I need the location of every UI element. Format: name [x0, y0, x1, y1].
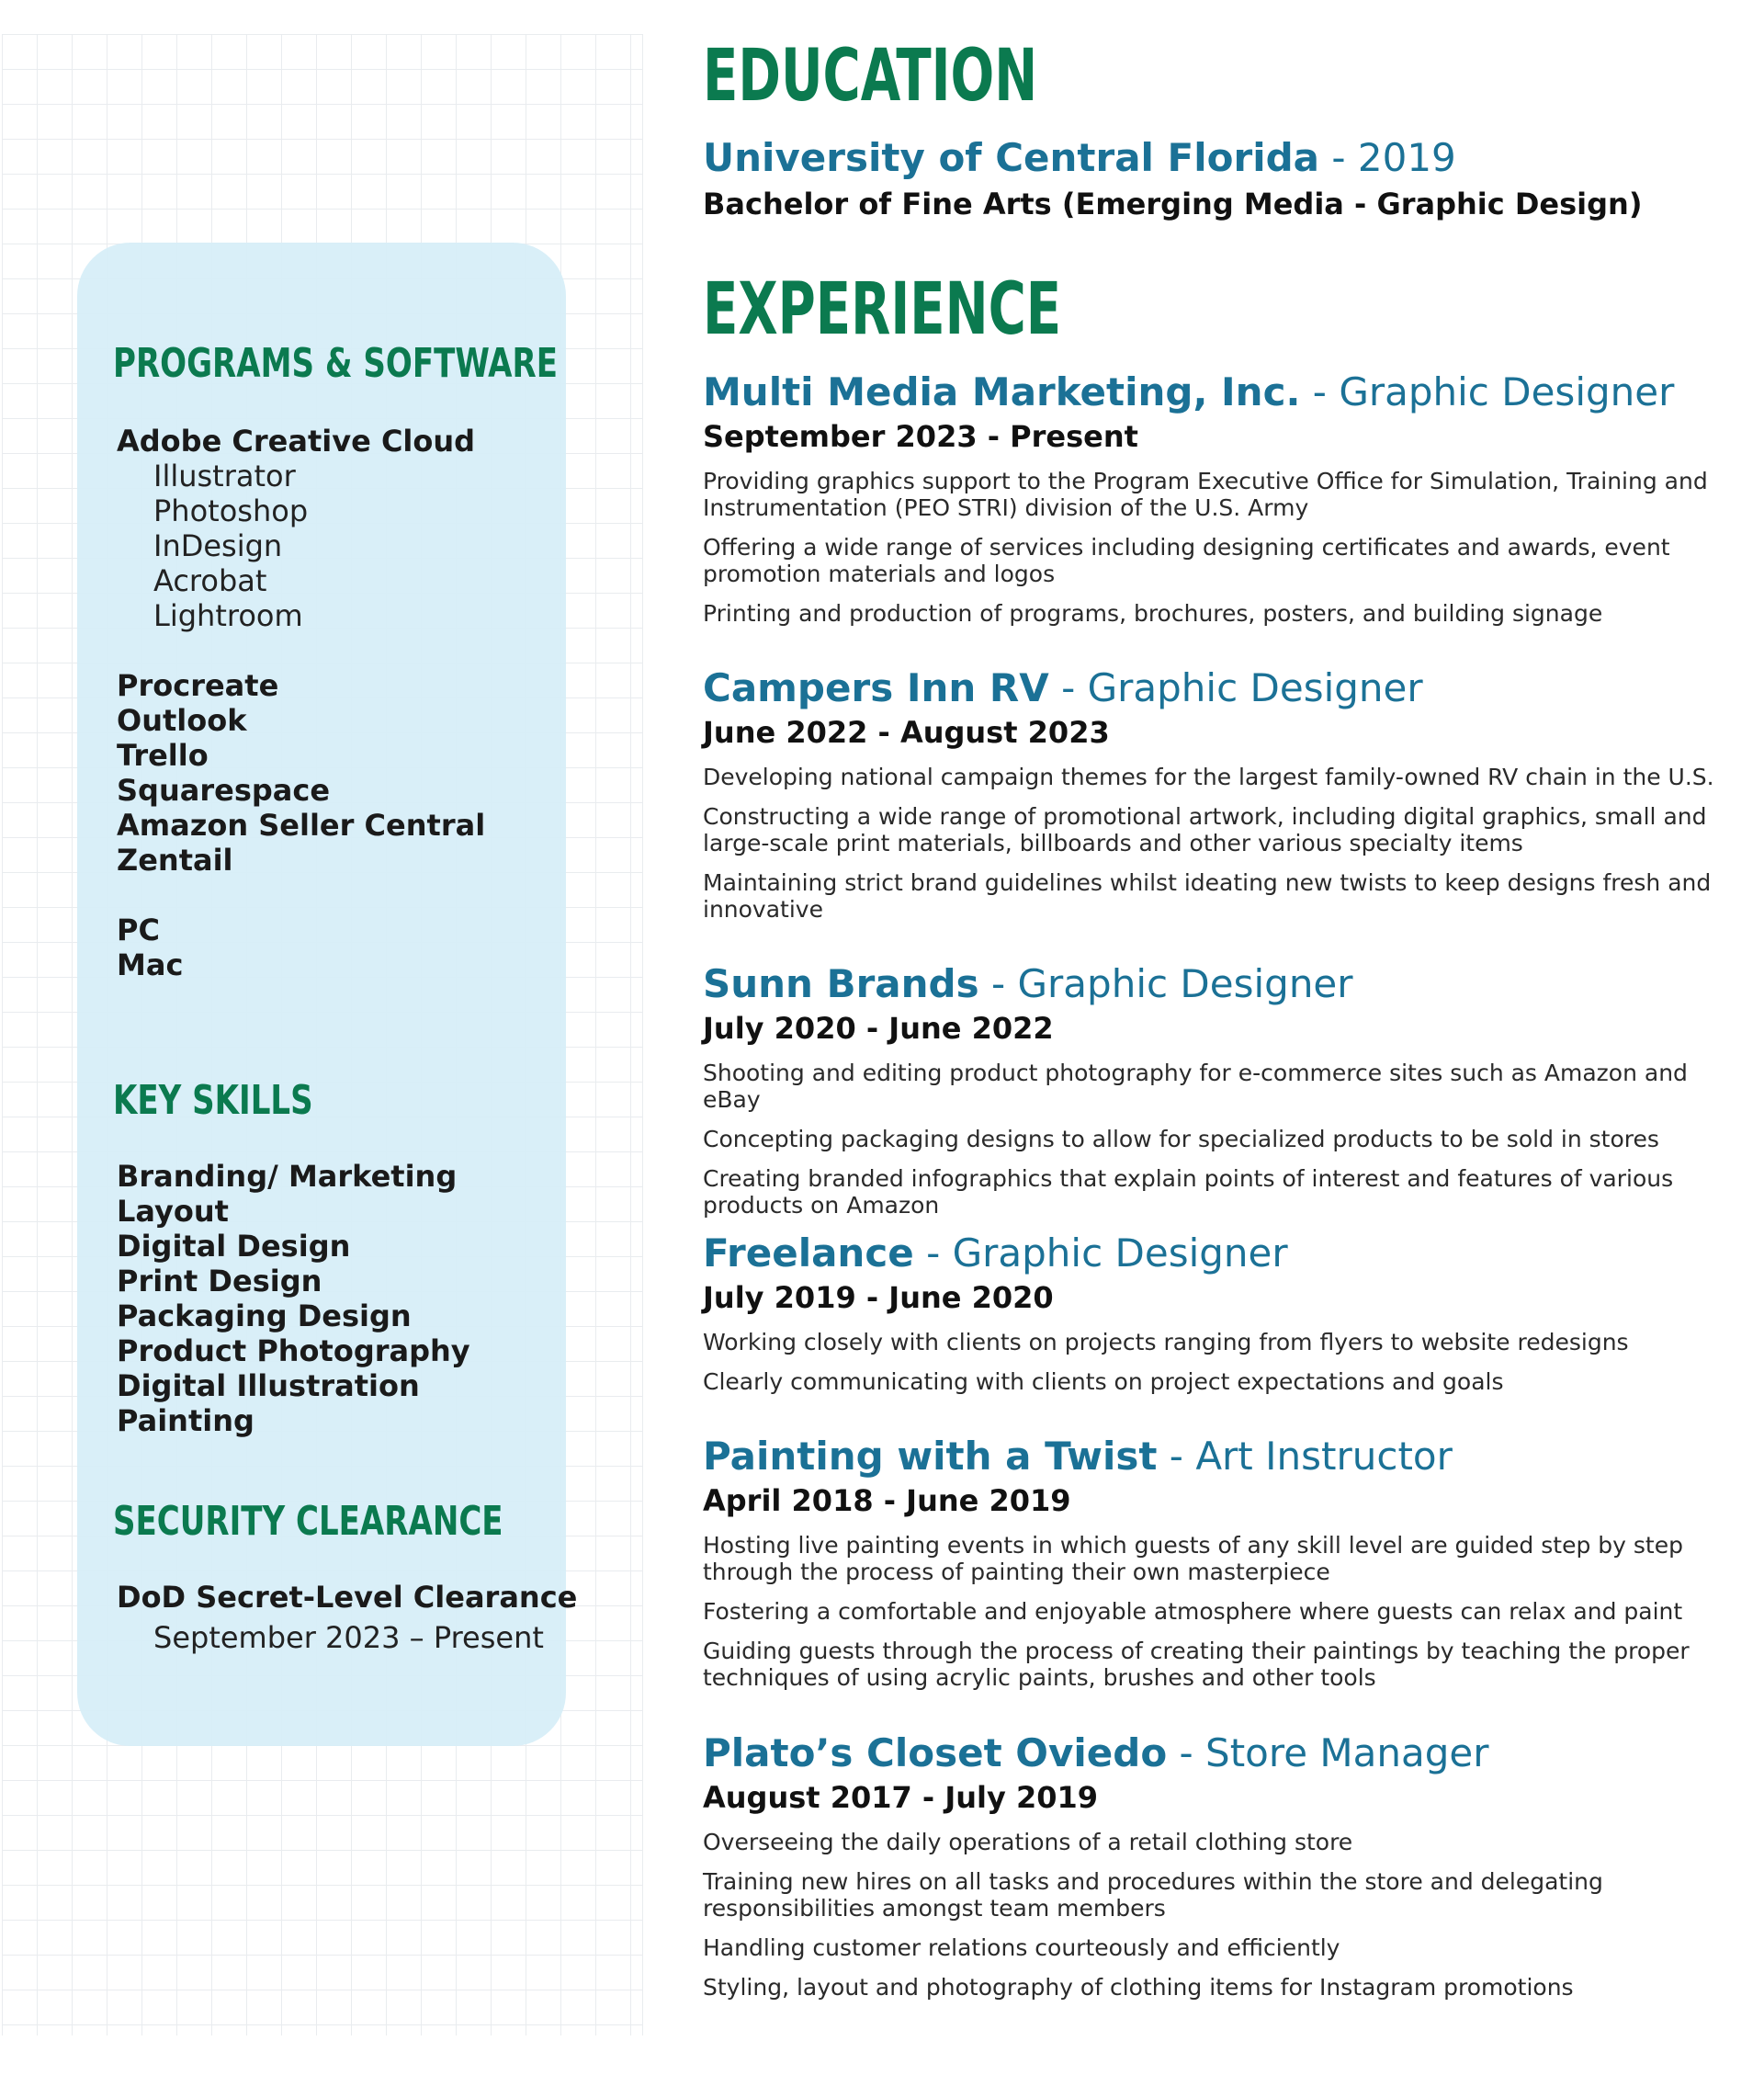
skill-item: Painting — [117, 1403, 254, 1438]
duty-item: Maintaining strict brand guidelines whilst ideating new twists to keep designs fresh and innovative — [703, 869, 1712, 923]
job-role: Graphic Designer — [1017, 961, 1353, 1006]
company-name: Sunn Brands — [703, 961, 979, 1006]
job-role: Graphic Designer — [1087, 665, 1423, 710]
duty-item: Developing national campaign themes for the largest family-owned RV chain in the U.S. — [703, 764, 1714, 790]
program-item: Trello — [117, 738, 209, 773]
program-item: Procreate — [117, 668, 279, 703]
duty-item: Fostering a comfortable and enjoyable atmosphere where guests can relax and paint — [703, 1598, 1683, 1625]
separator: - — [1061, 665, 1076, 710]
duty-item: Styling, layout and photography of clothing items for Instagram promotions — [703, 1974, 1574, 2001]
job-dates: September 2023 - Present — [703, 419, 1138, 454]
program-item: PC — [117, 913, 160, 947]
job-title-line — [703, 369, 1750, 416]
job-role: Graphic Designer — [1339, 369, 1675, 414]
graduation-year: 2019 — [1357, 135, 1456, 180]
duty-item: Clearly communicating with clients on project expectations and goals — [703, 1368, 1504, 1395]
duty-item: Working closely with clients on projects ranging from flyers to website redesigns — [703, 1329, 1629, 1355]
job-title-line — [703, 960, 1750, 1008]
company-name: Painting with a Twist — [703, 1434, 1158, 1479]
separator: - — [1169, 1434, 1183, 1479]
duty-item: Overseeing the daily operations of a retail clothing store — [703, 1829, 1353, 1855]
duty-item: Creating branded infographics that explain points of interest and features of various products on Amazon — [703, 1165, 1674, 1219]
job-dates: July 2019 - June 2020 — [703, 1280, 1054, 1315]
separator: - — [1331, 135, 1346, 180]
clearance-list — [117, 1580, 577, 1615]
job-title-line — [703, 1433, 1750, 1480]
job-dates: June 2022 - August 2023 — [703, 715, 1110, 750]
degree: Bachelor of Fine Arts (Emerging Media - Graphic Design) — [703, 187, 1643, 221]
clearance-name: DoD Secret-Level Clearance — [117, 1580, 578, 1615]
separator: - — [1312, 369, 1327, 414]
company-name: Campers Inn RV — [703, 665, 1049, 710]
experience-heading: EXPERIENCE — [703, 268, 1062, 351]
school-line — [703, 134, 1750, 182]
job-entry — [703, 1729, 1750, 2013]
program-item: Outlook — [117, 703, 247, 738]
job-duties — [703, 1532, 1750, 1691]
company-name: Multi Media Marketing, Inc. — [703, 369, 1301, 414]
program-item: Mac — [117, 947, 184, 982]
duty-item: Printing and production of programs, brochures, posters, and building signage — [703, 600, 1603, 627]
job-title-line — [703, 664, 1750, 712]
skill-item: Print Design — [117, 1264, 322, 1298]
program-item: Amazon Seller Central — [117, 808, 486, 843]
duty-item: Hosting live painting events in which guests of any skill level are guided step by step through the process of painting their own masterpiece — [703, 1532, 1683, 1585]
separator: - — [990, 961, 1006, 1006]
program-item: Illustrator — [153, 459, 296, 493]
school-name: University of Central Florida — [703, 135, 1320, 180]
programs-list — [117, 424, 485, 982]
job-duties — [703, 1329, 1750, 1395]
job-dates: August 2017 - July 2019 — [703, 1780, 1099, 1815]
skill-item: Branding/ Marketing — [117, 1159, 458, 1194]
job-entry — [703, 369, 1750, 640]
duty-item: Concepting packaging designs to allow for specialized products to be sold in stores — [703, 1126, 1659, 1152]
duty-item: Offering a wide range of services including designing certificates and awards, event promotion materials and logos — [703, 534, 1670, 587]
duty-item: Guiding guests through the process of creating their paintings by teaching the proper techniques of using acrylic paints, brushes and other tools — [703, 1638, 1690, 1691]
education-heading: EDUCATION — [703, 35, 1038, 118]
job-entry — [703, 960, 1750, 1231]
skill-item: Product Photography — [117, 1333, 470, 1368]
separator: - — [926, 1230, 941, 1276]
job-role: Store Manager — [1205, 1730, 1489, 1775]
program-item: Photoshop — [153, 493, 309, 528]
job-entry — [703, 664, 1750, 935]
skill-item: Digital Design — [117, 1229, 351, 1264]
job-duties — [703, 468, 1750, 627]
company-name: Freelance — [703, 1230, 914, 1276]
skills-list — [117, 1159, 470, 1438]
duty-item: Providing graphics support to the Program Executive Office for Simulation, Training and Instrumentation (PEO STRI) division of the U.S. Army — [703, 468, 1708, 521]
clearance-heading: SECURITY CLEARANCE — [113, 1498, 503, 1545]
job-entry — [703, 1433, 1750, 1704]
skill-item: Layout — [117, 1194, 229, 1229]
job-entry — [703, 1230, 1750, 1408]
job-role: Graphic Designer — [952, 1230, 1288, 1276]
program-item: InDesign — [153, 528, 283, 563]
program-item: Adobe Creative Cloud — [117, 424, 476, 459]
job-duties — [703, 1060, 1750, 1219]
duty-item: Constructing a wide range of promotional artwork, including digital graphics, small and large-scale print materials, billboards and other various specialty items — [703, 803, 1707, 856]
job-title-line — [703, 1729, 1750, 1777]
job-title-line — [703, 1230, 1750, 1277]
skill-item: Packaging Design — [117, 1298, 412, 1333]
skills-heading: KEY SKILLS — [113, 1077, 313, 1124]
programs-heading: PROGRAMS & SOFTWARE — [113, 340, 559, 387]
duty-item: Shooting and editing product photography for e-commerce sites such as Amazon and eBay — [703, 1060, 1688, 1113]
company-name: Plato’s Closet Oviedo — [703, 1730, 1168, 1775]
education-entry — [703, 134, 1750, 222]
program-item: Lightroom — [153, 598, 303, 633]
skill-item: Digital Illustration — [117, 1368, 420, 1403]
job-dates: April 2018 - June 2019 — [703, 1483, 1071, 1518]
program-item: Acrobat — [153, 563, 267, 598]
separator: - — [1179, 1730, 1193, 1775]
clearance-dates: September 2023 – Present — [153, 1620, 544, 1655]
job-dates: July 2020 - June 2022 — [703, 1011, 1054, 1046]
program-item: Zentail — [117, 843, 233, 878]
duty-item: Handling customer relations courteously and efficiently — [703, 1934, 1340, 1961]
job-role: Art Instructor — [1195, 1434, 1453, 1479]
program-item: Squarespace — [117, 773, 331, 808]
job-duties — [703, 764, 1750, 923]
duty-item: Training new hires on all tasks and procedures within the store and delegating responsibilities amongst team members — [703, 1868, 1603, 1922]
job-duties — [703, 1829, 1750, 2001]
